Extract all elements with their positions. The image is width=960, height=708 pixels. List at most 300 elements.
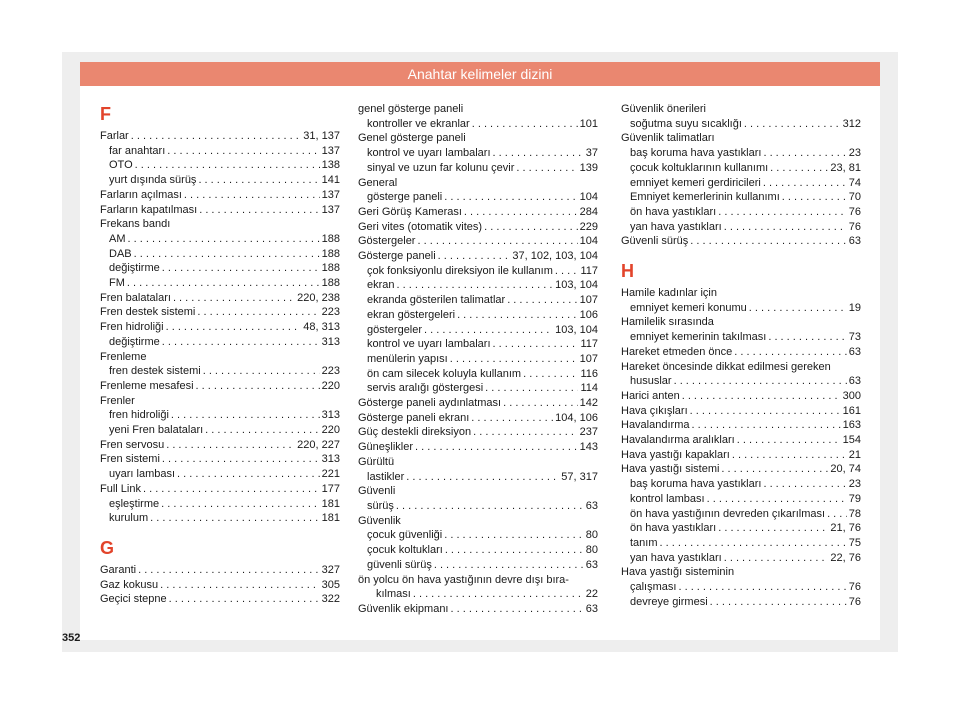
index-heading: Güvenlik önerileri: [621, 103, 706, 115]
index-entry-label: gösterge paneli: [367, 191, 443, 204]
dot-leader: [134, 247, 320, 262]
index-entry-page: 220: [321, 424, 340, 437]
index-entry-page: 80: [585, 544, 598, 557]
index-entry-page: 313: [321, 453, 340, 466]
index-entry[interactable]: [621, 492, 861, 507]
index-entry[interactable]: [358, 337, 598, 352]
index-column-1: [100, 102, 340, 607]
dot-leader: [507, 293, 577, 308]
index-entry-page: 103, 104: [555, 279, 598, 292]
index-entry[interactable]: [358, 367, 598, 382]
index-entry[interactable]: [358, 558, 598, 573]
index-entry[interactable]: [358, 470, 598, 485]
index-entry-page: 141: [321, 174, 340, 187]
index-entry-page: 220, 227: [297, 438, 340, 451]
index-entry[interactable]: [100, 188, 340, 203]
index-entry[interactable]: [358, 264, 598, 279]
index-entry-page: 70: [848, 191, 861, 204]
index-entry-label: Göstergeler: [358, 235, 416, 248]
index-entry-page: 63: [848, 375, 861, 388]
index-entry-page: 117: [580, 264, 598, 277]
dot-leader: [166, 320, 302, 335]
dot-leader: [167, 144, 319, 159]
index-entry[interactable]: [621, 404, 861, 419]
index-entry-label: kontroller ve ekranlar: [367, 117, 470, 130]
dot-leader: [198, 173, 319, 188]
index-entry-label: Güneşlikler: [358, 441, 414, 454]
index-entry[interactable]: [358, 323, 598, 338]
dot-leader: [770, 161, 828, 176]
dot-leader: [718, 205, 847, 220]
index-entry[interactable]: [621, 448, 861, 463]
index-entry-label: çocuk koltukları: [367, 544, 443, 557]
index-entry-label: Güvenli sürüş: [621, 235, 689, 248]
index-entry[interactable]: [100, 320, 340, 335]
dot-leader: [162, 335, 320, 350]
index-entry-label: eşleştirme: [109, 497, 160, 510]
index-entry[interactable]: [621, 146, 861, 161]
index-entry-label: Geri vites (otomatik vites): [358, 220, 483, 233]
index-entry[interactable]: [621, 595, 861, 610]
index-entry[interactable]: [100, 578, 340, 593]
index-entry[interactable]: [358, 117, 598, 132]
index-entry[interactable]: [100, 563, 340, 578]
index-entry[interactable]: [621, 234, 861, 249]
index-entry[interactable]: [621, 330, 861, 345]
index-entry-label: Hava yastığı kapakları: [621, 448, 730, 461]
dot-leader: [127, 276, 320, 291]
index-entry-page: 21, 76: [830, 522, 861, 535]
dot-leader: [396, 499, 584, 514]
index-heading: General: [358, 176, 398, 189]
index-entry-page: 181: [321, 512, 340, 525]
dot-leader: [484, 220, 578, 235]
index-entry-page: 107: [579, 294, 598, 307]
index-entry[interactable]: [621, 580, 861, 595]
dot-leader: [721, 462, 828, 477]
index-entry[interactable]: [358, 190, 598, 205]
index-entry[interactable]: [100, 379, 340, 394]
section-spacer: [621, 249, 861, 259]
dot-leader: [782, 190, 847, 205]
dot-leader: [444, 528, 584, 543]
dot-leader: [199, 203, 319, 218]
index-entry-label: ekran: [367, 279, 395, 292]
index-entry-page: 138: [321, 159, 340, 172]
index-entry[interactable]: [621, 345, 861, 360]
index-entry[interactable]: [358, 205, 598, 220]
index-entry-label: çalışması: [630, 581, 677, 594]
dot-leader: [417, 234, 577, 249]
index-entry[interactable]: [100, 173, 340, 188]
index-entry[interactable]: [100, 291, 340, 306]
index-entry-label: ön hava yastığının devreden çıkarılması: [630, 507, 826, 520]
dot-leader: [135, 158, 320, 173]
index-entry[interactable]: [358, 293, 598, 308]
index-entry-label: emniyet kemeri konumu: [630, 301, 747, 314]
index-entry-page: 139: [579, 161, 598, 174]
index-entry-page: 37: [585, 147, 598, 160]
index-entry-label: Geri Görüş Kamerası: [358, 205, 462, 218]
index-entry-page: 22: [585, 588, 598, 601]
index-entry[interactable]: [358, 220, 598, 235]
index-entry-label: ekran göstergeleri: [367, 308, 456, 321]
index-entry-label: ön cam silecek koluyla kullanım: [367, 367, 522, 380]
index-entry[interactable]: [621, 190, 861, 205]
index-entry[interactable]: [358, 543, 598, 558]
index-entry[interactable]: [358, 396, 598, 411]
index-entry-label: ön hava yastıkları: [630, 522, 717, 535]
section-letter: G: [100, 537, 115, 558]
dot-leader: [493, 146, 584, 161]
index-entry-label: emniyet kemeri gerdiricileri: [630, 176, 761, 189]
index-entry-page: 300: [842, 389, 861, 402]
index-entry-page: 101: [579, 117, 598, 130]
dot-leader: [131, 129, 302, 144]
index-entry[interactable]: [358, 161, 598, 176]
index-entry-label: ön hava yastıkları: [630, 205, 717, 218]
index-entry[interactable]: [621, 462, 861, 477]
index-entry-page: 19: [848, 301, 861, 314]
index-entry-page: 20, 74: [830, 463, 861, 476]
index-entry-label: Hareket etmeden önce: [621, 345, 733, 358]
index-entry[interactable]: [100, 452, 340, 467]
index-entry-page: 137: [321, 188, 340, 201]
index-entry-label: DAB: [109, 247, 132, 260]
dot-leader: [744, 117, 841, 132]
index-entry-page: 22, 76: [830, 551, 861, 564]
index-entry-label: Havalandırma: [621, 419, 690, 432]
index-entry-label: baş koruma hava yastıkları: [630, 478, 762, 491]
index-entry[interactable]: [100, 276, 340, 291]
index-entry[interactable]: [358, 602, 598, 617]
index-entry-page: 137: [321, 203, 340, 216]
index-entry-page: 312: [842, 117, 861, 130]
index-entry-page: 221: [321, 468, 340, 481]
dot-leader: [406, 470, 559, 485]
index-entry-page: 23, 81: [830, 161, 861, 174]
index-entry-page: 73: [848, 331, 861, 344]
index-entry[interactable]: [358, 308, 598, 323]
index-entry-label: Güvenlik ekipmanı: [358, 602, 449, 615]
index-entry-label: emniyet kemerinin takılması: [630, 331, 767, 344]
index-entry-label: FM: [109, 277, 125, 290]
index-column-2: [358, 102, 598, 617]
dot-leader: [660, 536, 847, 551]
index-entry-page: 223: [321, 365, 340, 378]
index-entry-label: Farların açılması: [100, 188, 182, 201]
dot-leader: [724, 220, 847, 235]
index-entry[interactable]: [621, 301, 861, 316]
index-heading: Güvenlik: [358, 514, 401, 527]
section-letter: F: [100, 104, 111, 124]
index-entry-page: 31, 137: [303, 130, 340, 142]
index-entry-label: Gösterge paneli ekranı: [358, 411, 470, 424]
dot-leader: [493, 337, 579, 352]
index-entry[interactable]: [100, 261, 340, 276]
dot-leader: [732, 448, 847, 463]
index-entry-page: 161: [842, 404, 861, 417]
index-entry-page: 79: [848, 492, 861, 505]
index-entry[interactable]: [621, 117, 861, 132]
index-entry-label: Hava çıkışları: [621, 404, 688, 417]
index-entry-page: 74: [848, 176, 861, 189]
index-entry-page: 48, 313: [303, 321, 340, 334]
index-entry-page: 76: [848, 205, 861, 218]
index-entry[interactable]: [621, 389, 861, 404]
index-entry-label: çok fonksiyonlu direksiyon ile kullanım: [367, 264, 553, 277]
index-entry[interactable]: [100, 335, 340, 350]
index-entry-page: 220: [321, 379, 340, 392]
index-entry-page: 313: [321, 409, 340, 422]
index-heading: genel gösterge paneli: [358, 103, 464, 115]
index-entry-page: 63: [585, 499, 598, 512]
index-entry[interactable]: [621, 521, 861, 536]
dot-leader: [177, 467, 320, 482]
index-entry[interactable]: [358, 499, 598, 514]
dot-leader: [171, 408, 320, 423]
index-entry-wrapped-line: ön yolcu ön hava yastığının devre dışı bıra-: [358, 573, 569, 586]
dot-leader: [678, 580, 846, 595]
index-entry-label: yeni Fren balataları: [109, 424, 204, 437]
index-entry[interactable]: [100, 408, 340, 423]
index-entry-label: yan hava yastıkları: [630, 551, 722, 564]
index-entry-label: Hava yastığı sistemi: [621, 463, 720, 476]
index-column-3: [621, 102, 861, 610]
dot-leader: [724, 551, 829, 566]
index-entry-page: 188: [321, 262, 340, 275]
dot-leader: [160, 578, 320, 593]
index-entry[interactable]: [100, 158, 340, 173]
dot-leader: [196, 379, 320, 394]
index-entry-page: 143: [579, 441, 598, 454]
index-entry-label: baş koruma hava yastıkları: [630, 147, 762, 160]
index-heading: Frenleme: [100, 350, 147, 363]
index-entry-label: Havalandırma aralıkları: [621, 434, 735, 447]
index-entry-page: 229: [579, 220, 598, 233]
dot-leader: [166, 438, 295, 453]
page-number: 352: [62, 632, 81, 644]
index-entry-label: Fren sistemi: [100, 453, 160, 466]
index-entry[interactable]: [358, 249, 598, 264]
index-entry-page: 104: [579, 235, 598, 248]
index-entry-label: ekranda gösterilen talimatlar: [367, 294, 506, 307]
index-entry-label: Gösterge paneli aydınlatması: [358, 397, 502, 410]
dot-leader: [197, 305, 319, 320]
index-entry-label: soğutma suyu sıcaklığı: [630, 117, 742, 130]
index-entry-label: Fren balataları: [100, 291, 171, 304]
index-entry-label: Farlar: [100, 130, 129, 142]
index-entry[interactable]: [621, 161, 861, 176]
dot-leader: [445, 543, 584, 558]
index-entry[interactable]: [358, 440, 598, 455]
dot-leader: [434, 558, 584, 573]
index-entry-page: 322: [321, 593, 340, 606]
index-entry-label: Gaz kokusu: [100, 578, 159, 591]
index-entry-label: fren destek sistemi: [109, 365, 201, 378]
index-entry-label: far anahtarı: [109, 144, 166, 157]
dot-leader: [734, 345, 846, 360]
index-entry[interactable]: [621, 374, 861, 389]
index-entry-label: Fren hidroliği: [100, 321, 164, 334]
dot-leader: [523, 367, 578, 382]
index-entry-page: 76: [848, 595, 861, 608]
index-entry-label: Fren destek sistemi: [100, 306, 196, 319]
index-entry-page: 76: [848, 220, 861, 233]
dot-leader: [768, 330, 846, 345]
index-entry[interactable]: [100, 467, 340, 482]
index-entry-label: Emniyet kemerlerinin kullanımı: [630, 191, 780, 204]
dot-leader: [464, 205, 578, 220]
index-entry-page: 220, 238: [297, 291, 340, 304]
index-entry-page: 63: [848, 235, 861, 248]
dot-leader: [473, 425, 578, 440]
index-entry-label: Gösterge paneli: [358, 250, 436, 263]
index-entry-page: 21: [848, 448, 861, 461]
index-entry[interactable]: [100, 129, 340, 144]
index-entry[interactable]: [358, 528, 598, 543]
index-entry-label: Full Link: [100, 482, 141, 495]
index-heading: Gürültü: [358, 455, 395, 468]
index-heading: Hamilelik sırasında: [621, 316, 714, 329]
index-entry-label: Garanti: [100, 563, 137, 576]
index-entry-label: yan hava yastıkları: [630, 220, 722, 233]
section-letter: H: [621, 261, 634, 282]
index-entry-label: kılması: [376, 588, 411, 601]
index-entry-label: Fren servosu: [100, 438, 165, 451]
dot-leader: [444, 190, 577, 205]
dot-leader: [203, 364, 320, 379]
index-entry-page: 305: [321, 578, 340, 591]
index-entry-label: Geçici stepne: [100, 593, 167, 606]
dot-leader: [555, 264, 579, 279]
index-entry[interactable]: [358, 425, 598, 440]
dot-leader: [707, 492, 847, 507]
index-heading: Frekans bandı: [100, 218, 171, 231]
index-entry[interactable]: [621, 433, 861, 448]
index-entry-label: servis aralığı göstergesi: [367, 382, 484, 395]
index-entry-page: 23: [848, 147, 861, 160]
index-entry-label: OTO: [109, 159, 133, 172]
index-heading: Frenler: [100, 394, 135, 407]
dot-leader: [415, 440, 578, 455]
section-spacer: [100, 526, 340, 536]
index-entry[interactable]: [358, 278, 598, 293]
index-entry-label: değiştirme: [109, 335, 160, 348]
index-entry[interactable]: [100, 438, 340, 453]
dot-leader: [162, 261, 320, 276]
index-entry-label: hususlar: [630, 375, 672, 388]
dot-leader: [690, 404, 841, 419]
dot-leader: [472, 117, 578, 132]
index-entry-wrapped-line: Hareket öncesinde dikkat edilmesi gereken: [621, 360, 831, 373]
index-entry[interactable]: [100, 592, 340, 607]
dot-leader: [737, 433, 841, 448]
index-entry-page: 116: [580, 367, 598, 380]
index-entry-page: 63: [848, 345, 861, 358]
index-entry-label: Güç destekli direksiyon: [358, 426, 472, 439]
index-entry-label: AM: [109, 232, 126, 245]
index-heading: Hava yastığı sisteminin: [621, 566, 735, 579]
index-entry-label: fren hidroliği: [109, 409, 169, 422]
index-entry[interactable]: [621, 220, 861, 235]
index-entry[interactable]: [621, 551, 861, 566]
index-entry-page: 57, 317: [561, 470, 598, 483]
dot-leader: [150, 511, 320, 526]
index-entry-label: kontrol ve uyarı lambaları: [367, 147, 491, 160]
index-banner-title: Anahtar kelimeler dizini: [80, 62, 880, 86]
index-entry[interactable]: [358, 146, 598, 161]
index-entry[interactable]: [621, 418, 861, 433]
index-entry[interactable]: [100, 305, 340, 320]
dot-leader: [169, 592, 320, 607]
index-entry-label: kontrol lambası: [630, 492, 705, 505]
index-entry-label: değiştirme: [109, 262, 160, 275]
dot-leader: [397, 278, 554, 293]
index-entry-page: 63: [585, 602, 598, 615]
index-entry[interactable]: [358, 411, 598, 426]
index-entry[interactable]: [621, 507, 861, 522]
index-entry-page: 188: [321, 247, 340, 260]
index-entry-page: 75: [848, 536, 861, 549]
index-entry-page: 106: [579, 308, 598, 321]
index-entry-label: uyarı lambası: [109, 468, 176, 481]
index-entry-page: 103, 104: [555, 323, 598, 336]
dot-leader: [516, 161, 577, 176]
index-entry[interactable]: [621, 536, 861, 551]
index-entry[interactable]: [100, 423, 340, 438]
index-entry[interactable]: [358, 234, 598, 249]
index-entry-page: 223: [321, 306, 340, 319]
dot-leader: [457, 308, 578, 323]
index-entry-page: 117: [580, 338, 598, 351]
index-entry[interactable]: [358, 352, 598, 367]
index-entry[interactable]: [100, 511, 340, 526]
index-entry[interactable]: [100, 482, 340, 497]
index-entry-page: 142: [579, 397, 598, 410]
index-entry-label: göstergeler: [367, 323, 423, 336]
dot-leader: [184, 188, 320, 203]
index-entry-label: çocuk koltuklarının kullanımı: [630, 161, 769, 174]
dot-leader: [682, 389, 841, 404]
index-heading: Güvenlik talimatları: [621, 132, 715, 145]
index-entry[interactable]: [621, 477, 861, 492]
index-entry[interactable]: [100, 247, 340, 262]
index-entry-label: kontrol ve uyarı lambaları: [367, 338, 491, 351]
index-entry[interactable]: [100, 203, 340, 218]
index-entry-page: 114: [580, 382, 598, 395]
index-entry[interactable]: [621, 176, 861, 191]
dot-leader: [710, 595, 847, 610]
dot-leader: [162, 452, 320, 467]
dot-leader: [161, 497, 320, 512]
index-entry[interactable]: [621, 205, 861, 220]
dot-leader: [763, 146, 846, 161]
index-entry[interactable]: [358, 587, 598, 602]
index-entry[interactable]: [100, 364, 340, 379]
index-entry-label: güvenli sürüş: [367, 558, 432, 571]
index-entry[interactable]: [100, 232, 340, 247]
index-entry-label: devreye girmesi: [630, 595, 708, 608]
index-entry[interactable]: [100, 144, 340, 159]
index-entry-label: Farların kapatılması: [100, 203, 198, 216]
index-entry[interactable]: [100, 497, 340, 512]
index-entry[interactable]: [358, 381, 598, 396]
dot-leader: [485, 381, 578, 396]
dot-leader: [749, 301, 847, 316]
dot-leader: [763, 176, 847, 191]
index-entry-page: 137: [321, 144, 340, 157]
